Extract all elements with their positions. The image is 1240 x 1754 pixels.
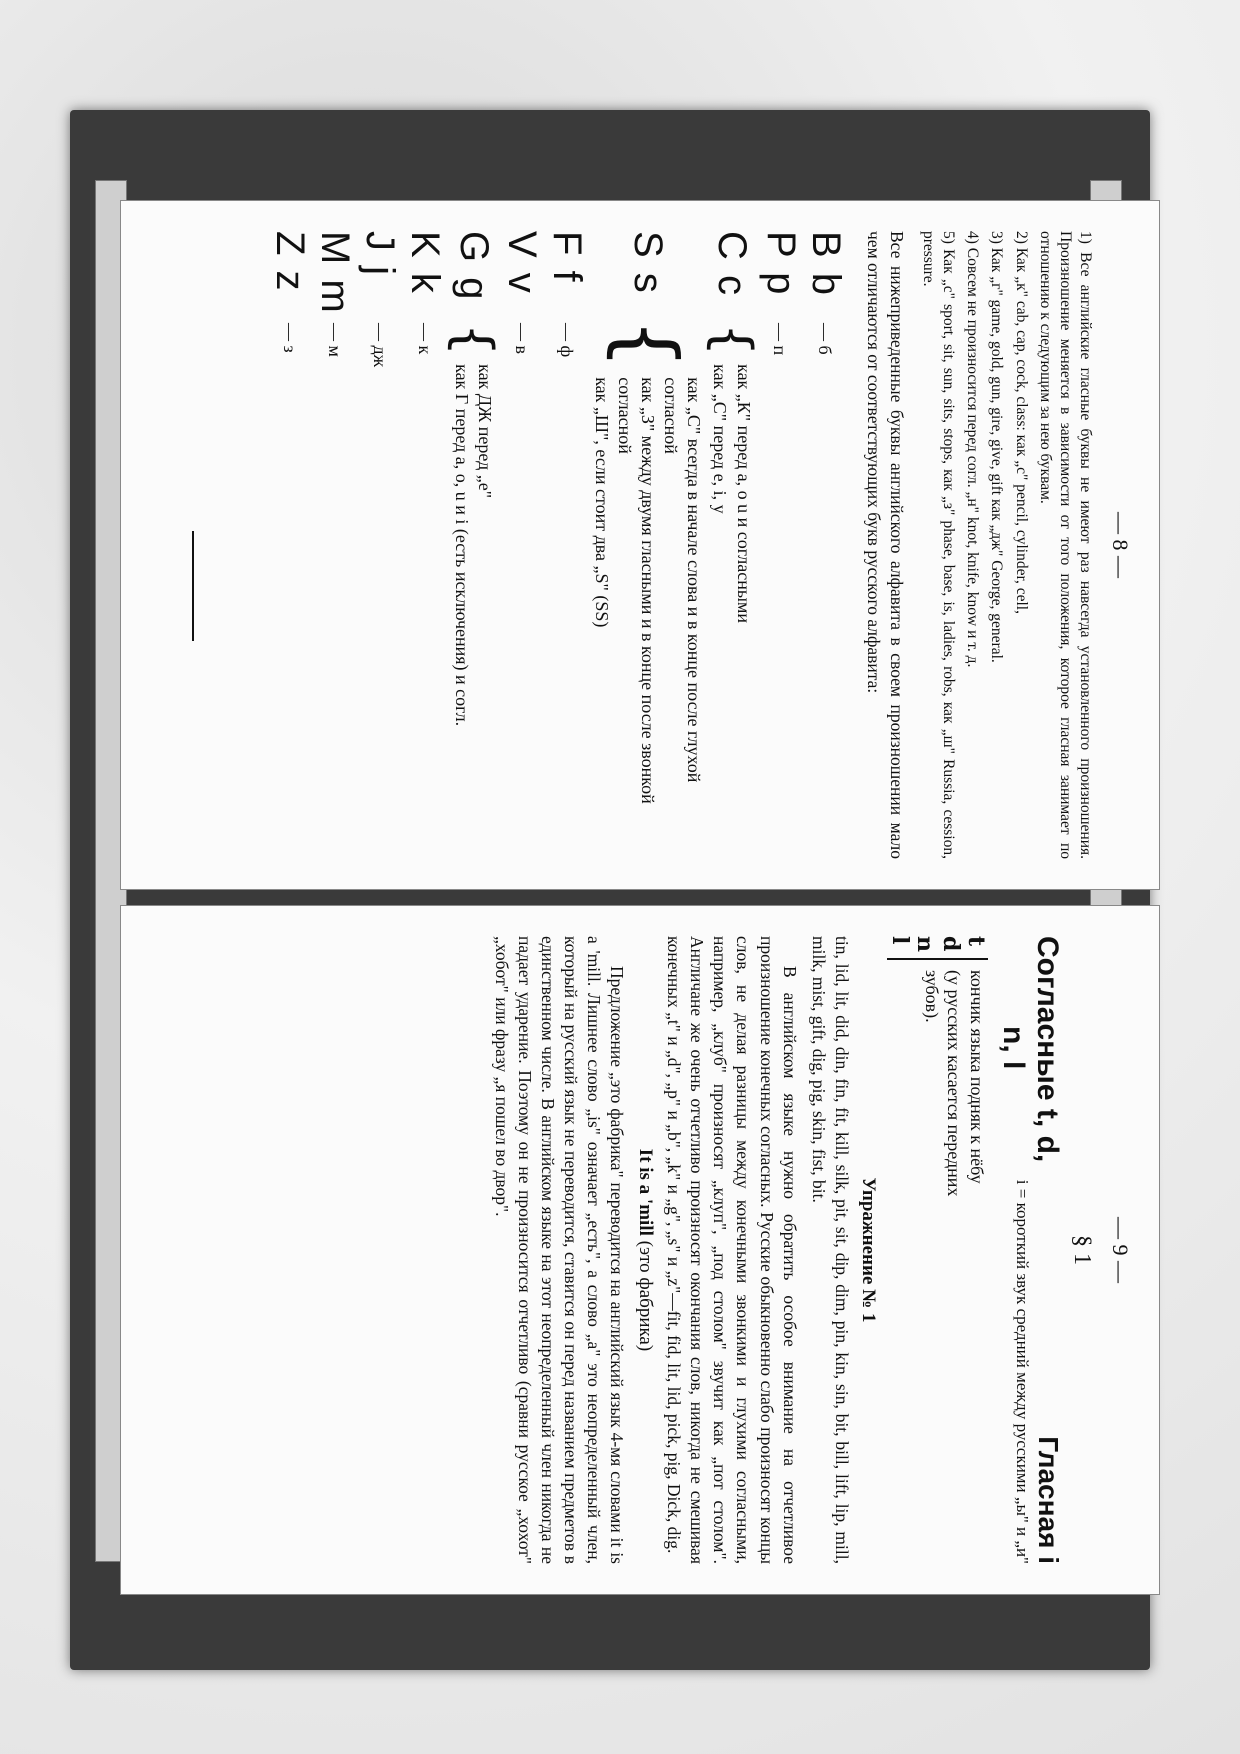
letter-l: l	[887, 936, 914, 945]
exercise-words: tin, lid, lit, did, din, fin, fit, kill, silk, pit, sit, dip, dim, pin, kin, sin, bit, bill, lift, lip, mill, milk, mist, gift, dig, pig, skin, fist, bit.	[808, 936, 852, 1564]
consonants-heading	[996, 936, 1064, 1162]
letter-rule-line: как ДЖ перед „e"	[475, 364, 496, 499]
letter-rule-line: как Г перед a, o, u и i (есть исключения) и согл.	[451, 364, 472, 727]
letter-sound: — б	[815, 323, 836, 355]
letter-t: t	[963, 936, 989, 947]
tdnl-block	[887, 936, 988, 1564]
vowel-title: Гласная i	[1033, 1436, 1064, 1564]
brace-icon: {	[443, 323, 504, 357]
rule-4: 4) Совсем не произносится перед согл. „н" knot, knife, know и т. д.	[964, 231, 982, 668]
brace-icon: {	[601, 318, 695, 370]
exercise-title: Упражнение № 1	[857, 1177, 879, 1323]
letter-row-f	[544, 231, 589, 859]
letter-rule-line: как „С" всегда в начале слова и в конце после глухой согласной	[661, 377, 704, 783]
consonants-title: Согласные t, d,	[1031, 936, 1064, 1163]
letter-row-j	[357, 231, 402, 859]
section-mark: § 1	[1069, 1235, 1095, 1265]
letter-rules	[708, 364, 756, 623]
letter-glyph: J j	[358, 231, 403, 277]
tdnl-description: кончик языка подняк к нёбу (у русских касается передних зубов).	[922, 970, 987, 1197]
tdnl-letters	[887, 936, 988, 960]
letter-rule-line: как „Ш", если стоит два „S" (SS)	[591, 377, 612, 628]
letter-glyph: S s	[625, 231, 670, 295]
letter-table	[267, 231, 848, 859]
lesson-header	[996, 936, 1064, 1564]
rule-2: 2) Как „к" cab, cap, cock, class: как „с" pencil, cylinder, cell,	[1012, 231, 1030, 614]
paragraph-article: Предложение „это фабрика" переводится на английский язык 4-мя словами it is a 'mill. Лишнее слово „is" означает „есть", а слово „a" это неопределенный член, который на русский язык не переводится, ставится он перед названием предметов в единственном числе. В английском языке на этот неопределенный член никогда не падает ударение. Поэтому он не произносится отчетливо (сравни русское „хохот" „хобот" или фразу „я пошел во двор".	[491, 936, 628, 1564]
letter-sound: — ф	[556, 323, 577, 358]
book-spread	[100, 200, 1160, 1600]
rule-5: 5) Как „с" sport, sit, sun, sits, stops, как „з" phase, base, is, ladies, robs, как „ш" Russia, cession, pressure.	[920, 231, 958, 859]
page-number: — 9 —	[1108, 1217, 1133, 1283]
letter-n: n	[912, 936, 939, 952]
end-rule	[192, 531, 194, 641]
rule-1: 1) Все английские гласные буквы не имеют раз навсегда установленного произношения. Произношение меняется в зависимости от того положения, которое гласная занимает по отношению к следующим за нею буквам.	[1036, 231, 1094, 859]
letter-row-z	[267, 231, 312, 859]
letter-row-c	[701, 231, 762, 859]
vowel-heading	[1012, 1180, 1064, 1564]
paragraph-final-consonants: В английском языке нужно обратить особое внимание на отчетливое произношение конечных согласных. Русские обыкновенно слабо произносят концы слов, не делая разницы между конечными звонкими и глухими согласными, например, „клуб" произносят „клуп", „под столом" звучит как „пот столом". Англичане же очень отчетливо произносят окончания слов, никогда не смешивая конечных „t" и „d", „p" и „b", „k" и „g", „s" и „z"—fit, fid, lit, lid, pick, pig, Dick, dig.	[664, 936, 800, 1564]
page-number: — 8 —	[1108, 512, 1133, 578]
consonants-title-2: n, l	[997, 1026, 1030, 1070]
letter-rule-line: как „С" перед e, i, y	[710, 364, 731, 514]
letter-row-v	[499, 231, 544, 859]
example-russian: (это фабрика)	[635, 1240, 657, 1352]
page-8	[120, 200, 1160, 890]
vowel-description: i = короткий звук средний между русскими „ы" и „и"	[1013, 1179, 1032, 1564]
letter-row-p	[758, 231, 803, 859]
letter-row-g	[443, 231, 504, 859]
letter-glyph: M m	[313, 231, 358, 315]
letter-sound: — дж	[369, 323, 390, 368]
letter-row-b	[803, 231, 848, 859]
letter-glyph: P p	[758, 231, 803, 297]
letter-rules	[589, 377, 706, 859]
letter-sound: — в	[511, 323, 532, 354]
brace-icon: {	[701, 323, 762, 357]
letter-glyph: K k	[403, 231, 448, 295]
letter-d: d	[937, 936, 964, 952]
letter-glyph: B b	[803, 231, 848, 298]
letter-sound: — к	[414, 323, 435, 355]
letter-glyph: C c	[710, 231, 755, 297]
letter-row-m	[312, 231, 357, 859]
page-9	[120, 905, 1160, 1595]
letter-rules	[449, 364, 497, 726]
letter-sound: — м	[324, 323, 345, 357]
rule-3: 3) Как „г" game, gold, gun, gire, give, gift как „дж" George, general.	[988, 231, 1006, 663]
example-sentence	[634, 936, 656, 1564]
letter-sound: — п	[770, 323, 791, 356]
example-english: It is a 'mill	[635, 1148, 657, 1236]
letter-row-s	[589, 231, 706, 859]
letter-glyph: F f	[545, 231, 590, 284]
letter-sound: — з	[279, 323, 300, 353]
letter-glyph: G g	[451, 231, 496, 302]
letter-row-k	[402, 231, 447, 859]
letter-glyph: Z z	[268, 231, 313, 293]
letter-glyph: V v	[500, 231, 545, 295]
letter-rule-line: как „К" перед a, o u и согласными	[733, 364, 754, 623]
letter-rule-line: как „З" между двумя гласными и в конце после звонкой согласной	[615, 377, 658, 804]
letters-intro: Все нижеприведенные буквы английского алфавита в своем произношении мало чем отличаются от соответствующих букв русского алфавита:	[863, 231, 907, 859]
